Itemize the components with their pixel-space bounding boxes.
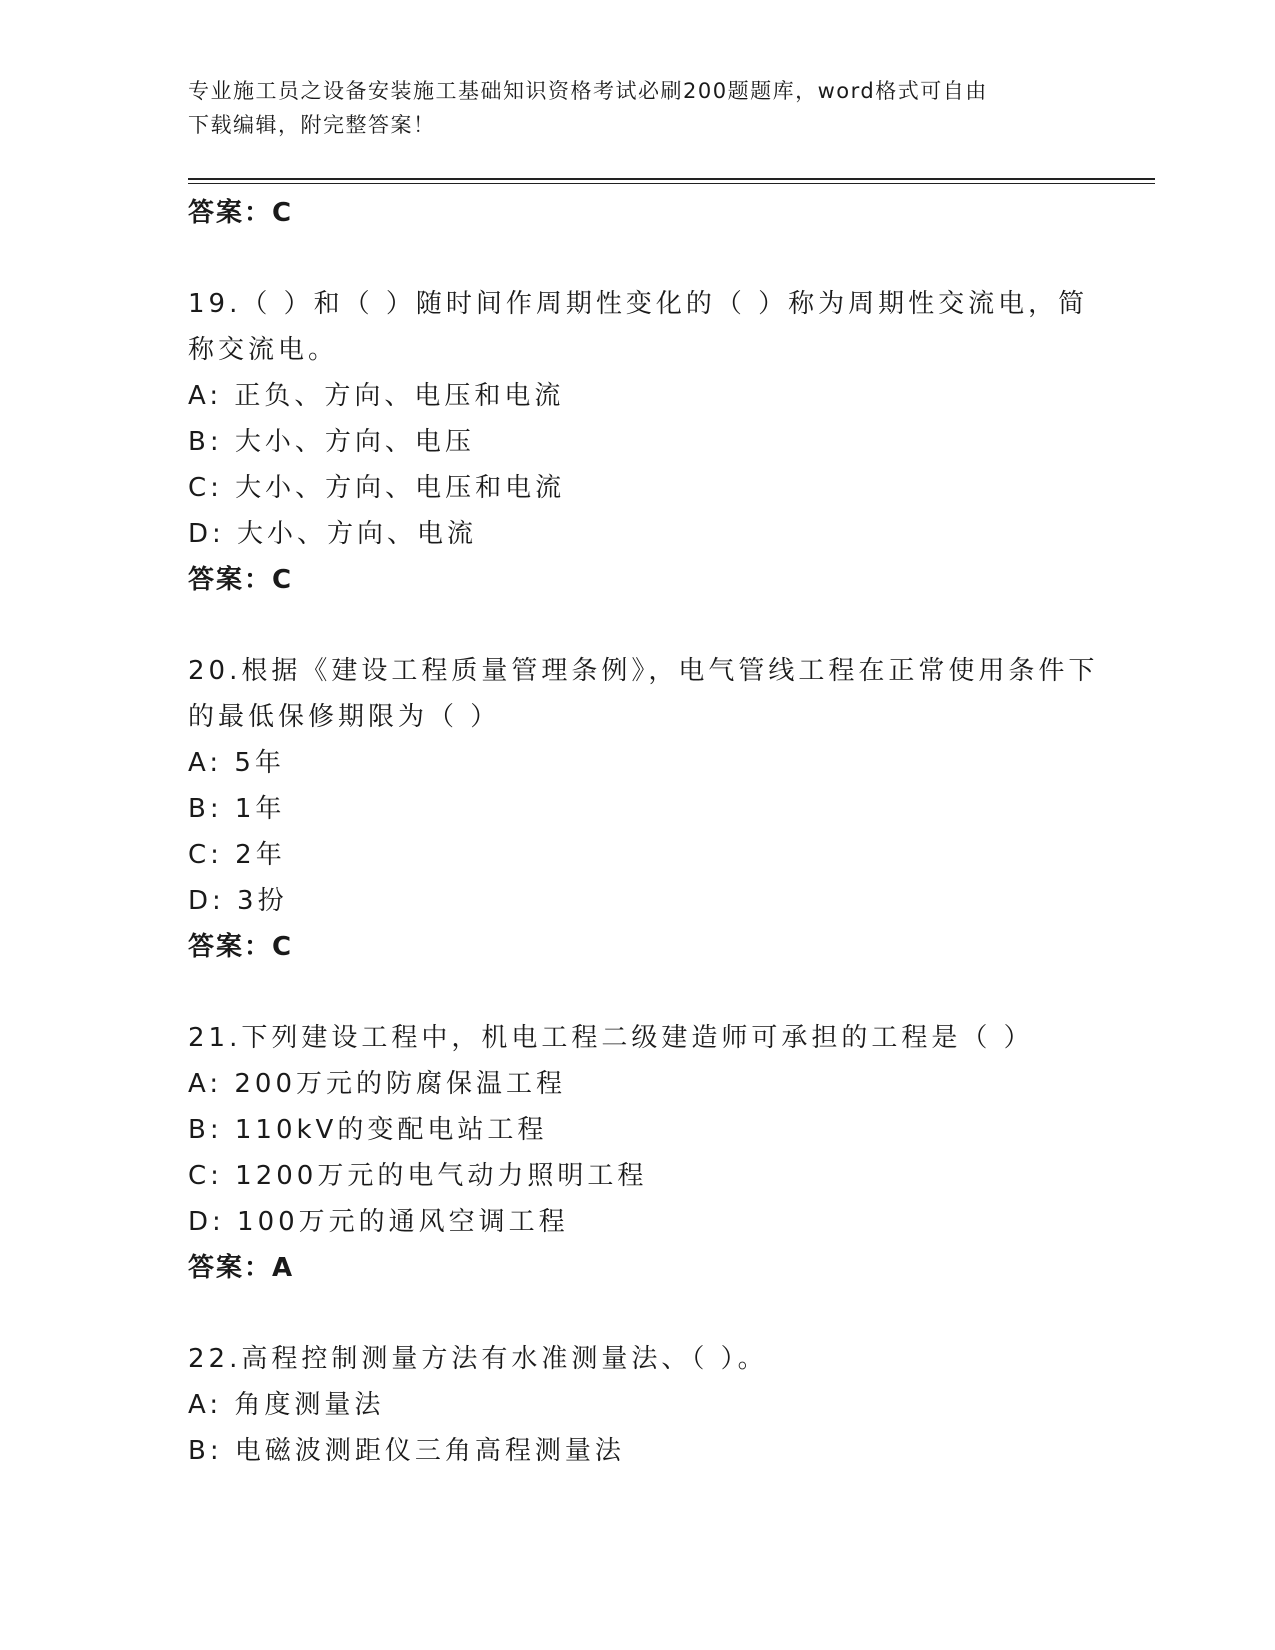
option-d: D: 3扮 (188, 886, 288, 916)
question-stem-cont: 称交流电。 (188, 335, 339, 365)
option-a: A: 角度测量法 (188, 1390, 385, 1420)
option-c: C: 1200万元的电气动力照明工程 (188, 1161, 648, 1191)
question-list (188, 190, 1099, 1474)
question-stem: 22.高程控制测量方法有水准测量法、（ ）。 (188, 1344, 768, 1374)
option-b: B: 1年 (188, 794, 286, 824)
answer-line: 答案：C (188, 932, 294, 962)
option-d: D: 大小、方向、电流 (188, 519, 478, 549)
option-a: A: 正负、方向、电压和电流 (188, 381, 565, 411)
question-stem: 19.（ ）和（ ）随时间作周期性变化的（ ）称为周期性交流电，简 (188, 289, 1089, 319)
header-line-1: 专业施工员之设备安装施工基础知识资格考试必刷200题题库，word格式可自由 (188, 79, 988, 103)
question-20 (188, 648, 1099, 970)
header-rule-thin (188, 183, 1155, 184)
option-c: C: 大小、方向、电压和电流 (188, 473, 566, 503)
answer-line: 答案：C (188, 198, 294, 228)
header-line-2: 下载编辑，附完整答案！ (188, 113, 436, 137)
question-stem-cont: 的最低保修期限为（ ） (188, 702, 501, 732)
option-b: B: 电磁波测距仪三角高程测量法 (188, 1436, 625, 1466)
question-21 (188, 1015, 1078, 1291)
question-stem: 20.根据《建设工程质量管理条例》，电气管线工程在正常使用条件下 (188, 656, 1099, 686)
option-a: A: 5年 (188, 748, 285, 778)
option-b: B: 大小、方向、电压 (188, 427, 475, 457)
question-stem: 21.下列建设工程中，机电工程二级建造师可承担的工程是（ ） (188, 1023, 1034, 1053)
option-c: C: 2年 (188, 840, 286, 870)
document-header (188, 74, 1068, 142)
answer-line: 答案：A (188, 1253, 295, 1283)
answer-line: 答案：C (188, 565, 294, 595)
option-d: D: 100万元的通风空调工程 (188, 1207, 569, 1237)
option-a: A: 200万元的防腐保温工程 (188, 1069, 566, 1099)
option-b: B: 110kV的变配电站工程 (188, 1115, 548, 1145)
question-22 (188, 1336, 1078, 1474)
header-rule-thick (188, 178, 1155, 180)
question-19 (188, 281, 1089, 603)
